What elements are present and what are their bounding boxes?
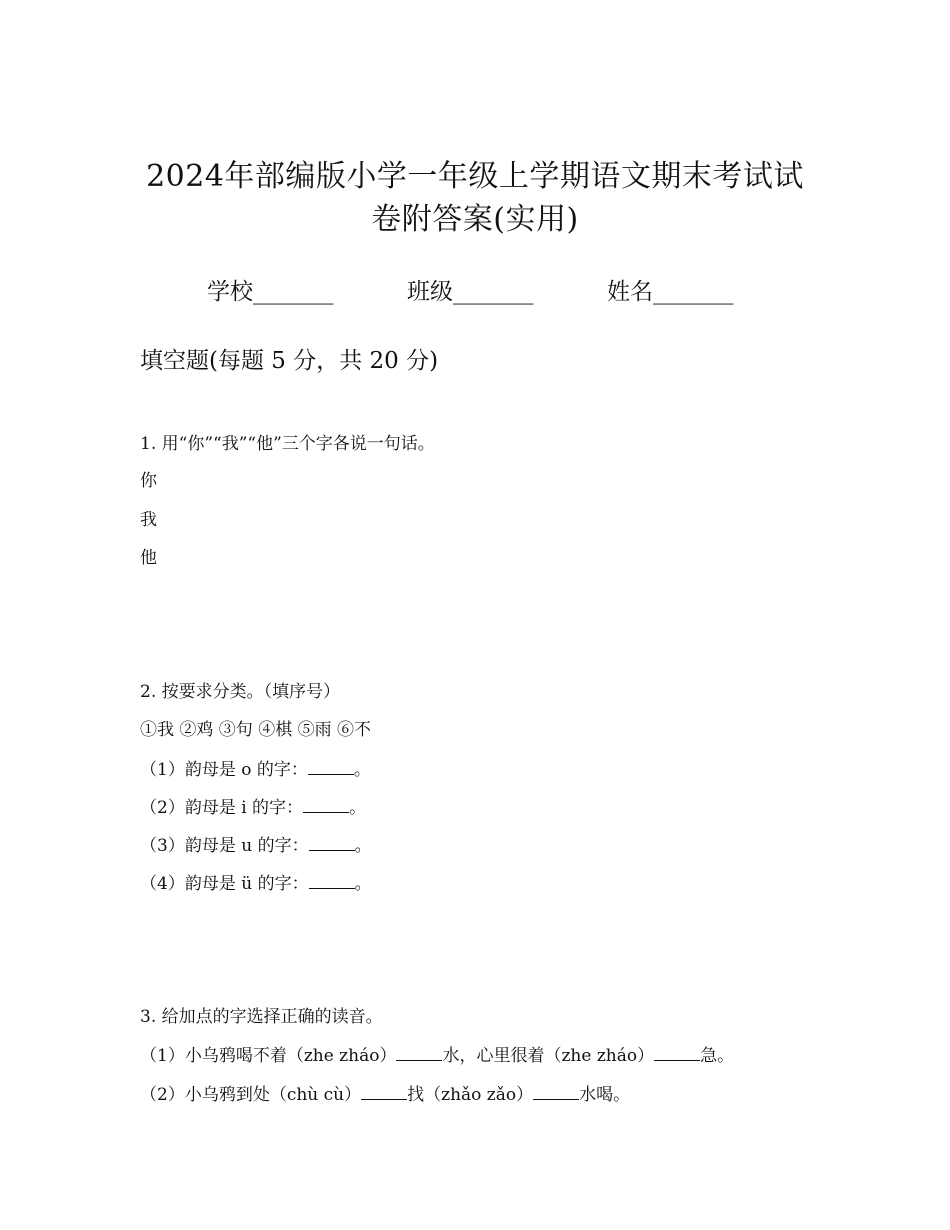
- q2-item-3: [140, 833, 372, 858]
- q3-item-1-part-c: 急。: [700, 1046, 735, 1066]
- q3-prompt: 3. 给加点的字选择正确的读音。: [140, 1007, 383, 1027]
- answer-blank[interactable]: [361, 1082, 407, 1100]
- answer-blank[interactable]: [309, 871, 355, 889]
- exam-title-line2: 卷附答案(实用): [371, 202, 579, 237]
- q1-prompt: 1. 用“你”“我”“他”三个字各说一句话。: [140, 434, 435, 454]
- answer-blank[interactable]: [533, 1082, 579, 1100]
- q2-item-2: [140, 795, 366, 820]
- q3-item-2-part-b: 找（zhǎo zǎo）: [407, 1085, 534, 1105]
- answer-blank[interactable]: [303, 795, 349, 813]
- q2-item-2-text: （2）韵母是 i 的字：: [140, 798, 304, 818]
- q1-line-ni: 你: [140, 471, 157, 491]
- q1-line-wo: 我: [140, 510, 157, 530]
- q2-item-1-end: 。: [353, 760, 371, 780]
- q2-item-2-end: 。: [349, 798, 367, 818]
- q2-item-1: [140, 757, 371, 782]
- q2-item-4-end: 。: [354, 874, 372, 894]
- q2-item-3-text: （3）韵母是 u 的字：: [140, 836, 309, 856]
- answer-blank[interactable]: [308, 757, 354, 775]
- q3-item-2-part-a: （2）小乌鸦到处（chù cù）: [140, 1085, 362, 1105]
- q2-prompt: 2. 按要求分类。（填序号）: [140, 682, 341, 702]
- q3-item-1: [140, 1043, 734, 1068]
- q3-item-2-part-c: 水喝。: [579, 1085, 631, 1105]
- q1-line-ta: 他: [140, 548, 157, 568]
- q2-item-4: [140, 871, 372, 896]
- exam-title-line1: 2024年部编版小学一年级上学期语文期末考试试: [146, 159, 804, 194]
- q2-options: ①我 ②鸡 ③句 ④棋 ⑤雨 ⑥不: [140, 720, 372, 740]
- q3-item-1-part-a: （1）小乌鸦喝不着（zhe zháo）: [140, 1046, 397, 1066]
- q2-item-4-text: （4）韵母是 ü 的字：: [140, 874, 309, 894]
- q2-item-1-text: （1）韵母是 o 的字：: [140, 760, 308, 780]
- q3-item-1-part-b: 水，心里很着（zhe zháo）: [442, 1046, 655, 1066]
- answer-blank[interactable]: [396, 1043, 442, 1061]
- answer-blank[interactable]: [654, 1043, 700, 1061]
- section-heading: 填空题(每题 5 分，共 20 分): [140, 348, 439, 374]
- answer-blank[interactable]: [309, 833, 355, 851]
- name-field[interactable]: 姓名_______: [607, 279, 734, 305]
- school-field[interactable]: 学校_______: [207, 279, 334, 305]
- q3-item-2: [140, 1082, 630, 1107]
- q2-item-3-end: 。: [354, 836, 372, 856]
- class-field[interactable]: 班级_______: [407, 279, 534, 305]
